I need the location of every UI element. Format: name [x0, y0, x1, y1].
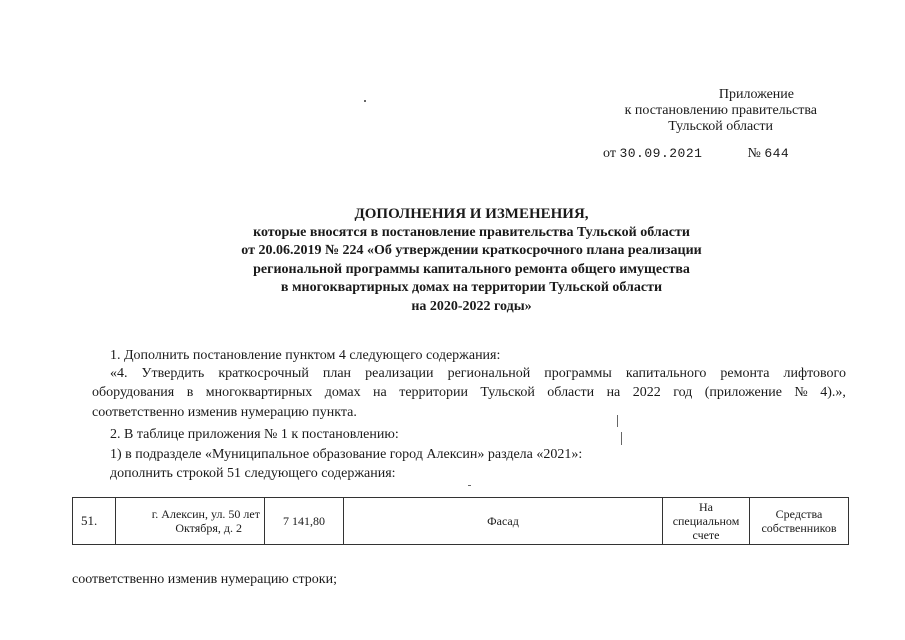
- word: оборудования: [92, 385, 175, 400]
- account-line-3: счете: [692, 528, 720, 542]
- paragraph-1: 1. Дополнить постановление пунктом 4 следующего содержания:: [110, 348, 501, 363]
- scan-speck: [621, 432, 622, 445]
- title-line-6: на 2020-2022 годы»: [411, 298, 532, 314]
- word: 2022: [632, 385, 661, 400]
- word: план: [322, 366, 352, 381]
- word: региональной: [447, 366, 531, 381]
- inserted-table-row: [72, 497, 849, 545]
- word: в: [186, 385, 194, 400]
- word: Тульской: [480, 385, 535, 400]
- title-line-4: региональной программы капитального ремонта общего имущества: [253, 261, 690, 277]
- appendix-line-1: Приложение: [718, 87, 794, 102]
- word: на: [606, 385, 621, 400]
- account-line-1: На: [699, 500, 713, 514]
- word: год: [673, 385, 693, 400]
- funding-line-2: собственников: [761, 521, 837, 535]
- paragraph-3: 2. В таблице приложения № 1 к постановлению:: [110, 427, 399, 442]
- document-reference: [603, 146, 789, 162]
- cell-number: 51.: [73, 498, 116, 545]
- word: на: [373, 385, 387, 400]
- cell-funding: [750, 498, 849, 545]
- word: капитального: [625, 366, 707, 381]
- word: Утвердить: [141, 366, 205, 381]
- word: №: [794, 385, 808, 400]
- title-line-2: которые вносятся в постановление правительства Тульской области: [253, 224, 690, 240]
- document-date: 30.09.2021: [619, 146, 703, 161]
- paragraph-4: 1) в подразделе «Муниципальное образование город Алексин» раздела «2021»:: [110, 447, 583, 462]
- word: домах: [324, 385, 361, 400]
- word: краткосрочный: [218, 366, 309, 381]
- appendix-header: [557, 87, 817, 135]
- word: реализации: [365, 366, 434, 381]
- date-prefix: от: [603, 146, 616, 161]
- document-number: 644: [764, 146, 790, 161]
- cell-address: [116, 498, 265, 545]
- word: территории: [399, 385, 468, 400]
- document-title: [0, 205, 905, 316]
- cell-account: [663, 498, 750, 545]
- word: программы: [544, 366, 612, 381]
- word: ремонта: [720, 366, 770, 381]
- word: лифтового: [783, 366, 846, 381]
- scan-speck: [468, 485, 471, 486]
- paragraph-2-line-3: соответственно изменив нумерацию пункта.: [92, 405, 357, 420]
- paragraph-2-line-2: [92, 385, 846, 401]
- word: многоквартирных: [205, 385, 313, 400]
- title-line-1: ДОПОЛНЕНИЯ И ИЗМЕНЕНИЯ,: [354, 206, 589, 222]
- cell-amount: 7 141,80: [265, 498, 344, 545]
- word: «4.: [110, 366, 128, 381]
- funding-line-1: Средства: [775, 507, 823, 521]
- word: (приложение: [704, 385, 782, 400]
- address-line-2: Октября, д. 2: [175, 521, 242, 535]
- scan-speck: [364, 100, 366, 102]
- title-line-3: от 20.06.2019 № 224 «Об утверждении краткосрочного плана реализации: [241, 243, 702, 258]
- address-line-1: г. Алексин, ул. 50 лет: [151, 507, 260, 521]
- word: 4).»,: [820, 385, 846, 400]
- appendix-line-2: к постановлению правительства: [624, 103, 817, 118]
- word: области: [547, 385, 595, 400]
- closing-line: соответственно изменив нумерацию строки;: [72, 572, 337, 587]
- number-prefix: №: [747, 146, 761, 161]
- appendix-line-3: Тульской области: [668, 119, 773, 134]
- paragraph-2-line-1: [110, 366, 846, 382]
- scan-speck: [617, 415, 618, 427]
- table-row: [73, 498, 849, 545]
- account-line-2: специальном: [672, 514, 740, 528]
- paragraph-5: дополнить строкой 51 следующего содержания:: [110, 466, 396, 481]
- cell-work-type: Фасад: [344, 498, 663, 545]
- title-line-5: в многоквартирных домах на территории Тульской области: [280, 280, 663, 295]
